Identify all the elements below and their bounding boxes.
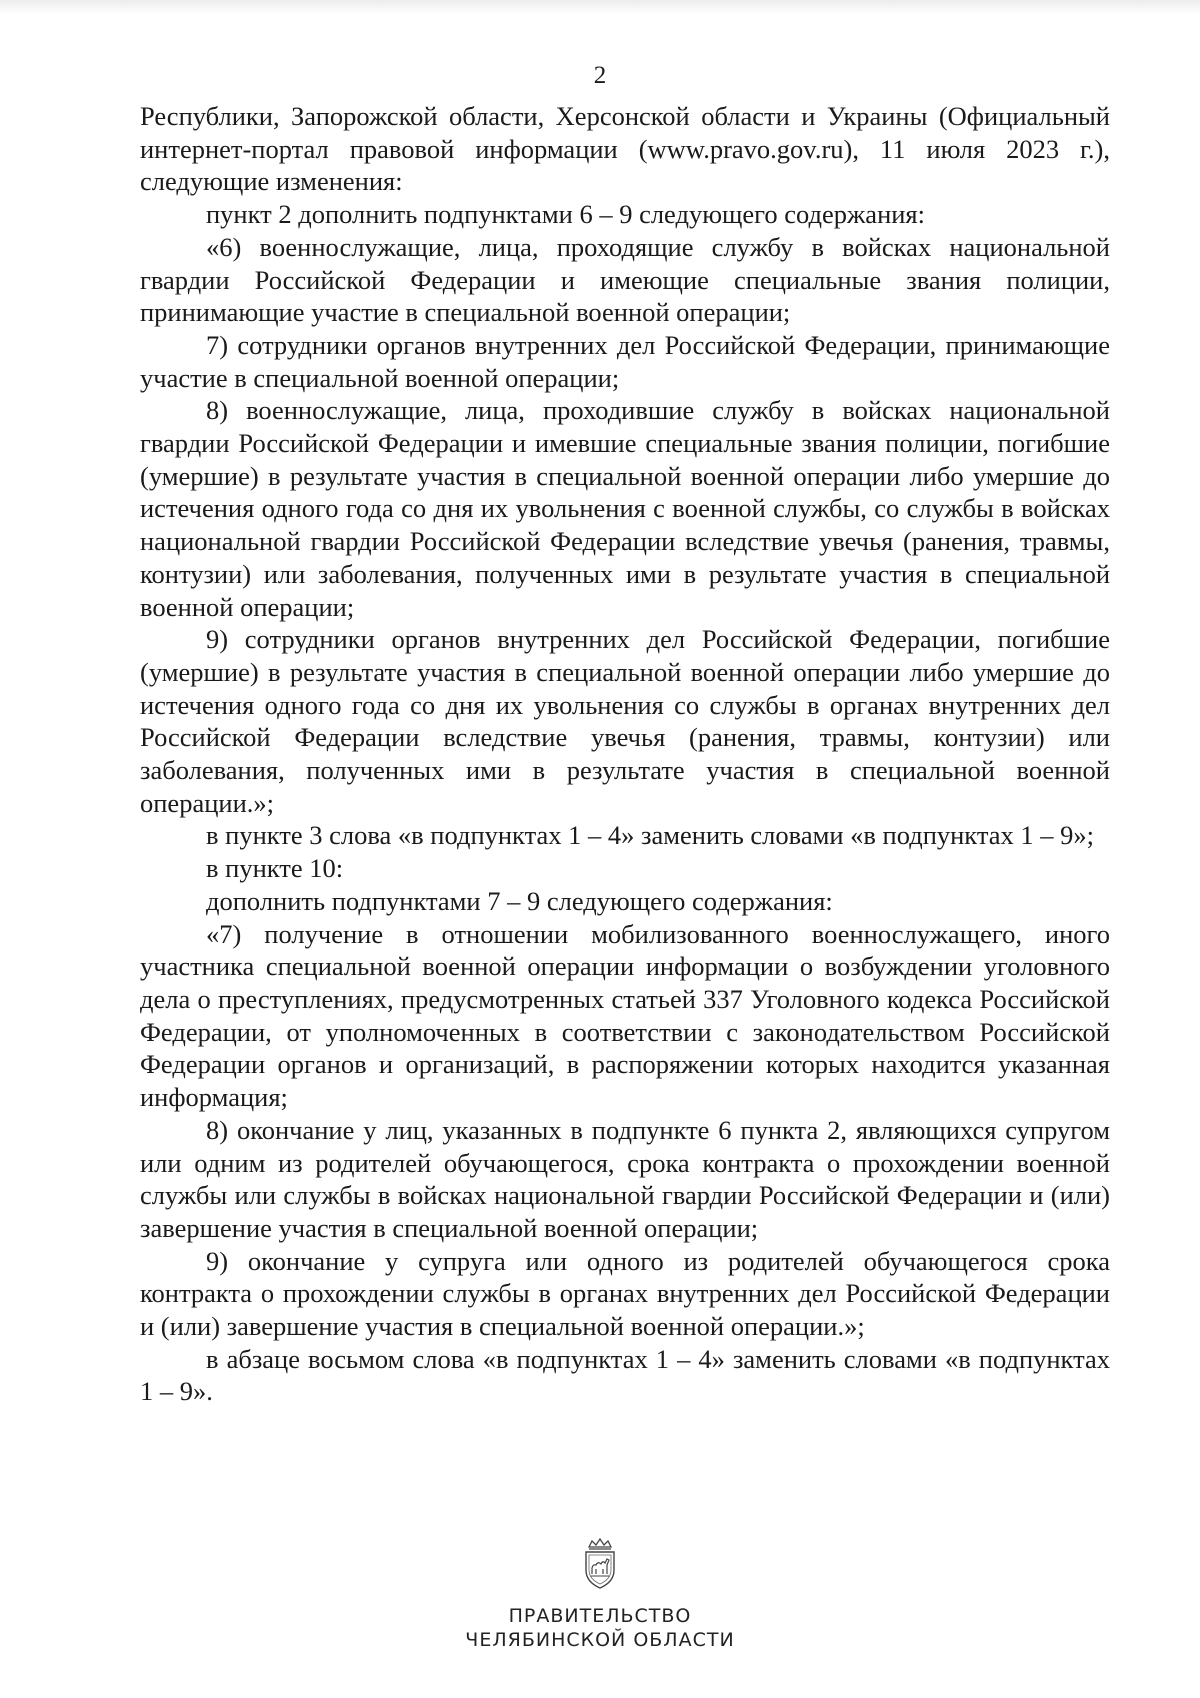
government-name-line2: ЧЕЛЯБИНСКОЙ ОБЛАСТИ (465, 1629, 735, 1651)
paragraph: 8) окончание у лиц, указанных в подпункте 6 пункта 2, являющихся супругом или одним из родителей обучающегося, срока контракта о прохождении военной службы или службы в войсках национальной гвардии Российской Федерации и (или) завершение участия в специальной военной операции; (140, 1114, 1110, 1243)
paragraph: 7) сотрудники органов внутренних дел Российской Федерации, принимающие участие в специальной военной операции; (140, 329, 1110, 393)
page-number: 2 (593, 62, 607, 89)
paragraph: Республики, Запорожской области, Херсонской области и Украины (Официальный интернет-портал правовой информации (www.pravo.gov.ru), 11 июля 2023 г.), следующие изменения: (140, 101, 1110, 197)
paragraph: в пункте 10: (206, 853, 344, 884)
scan-edge-shadow (0, 0, 1200, 14)
paragraph: в пункте 3 слова «в подпунктах 1 – 4» заменить словами «в подпунктах 1 – 9»; (206, 820, 1094, 851)
chelyabinsk-coat-of-arms-icon (580, 1538, 620, 1590)
document-body (140, 100, 1110, 1408)
paragraph: пункт 2 дополнить подпунктами 6 – 9 следующего содержания: (206, 199, 925, 230)
paragraph: «6) военнослужащие, лица, проходящие службу в войсках национальной гвардии Российской Федерации и имеющие специальные звания полиции, принимающие участие в специальной военной операции; (140, 231, 1110, 328)
paragraph: 8) военнослужащие, лица, проходившие службу в войсках национальной гвардии Российской Федерации и имевшие специальные звания полиции, погибшие (умершие) в результате участия в специальной военной операции либо умершие до истечения одного года со дня их увольнения с военной службы, со службы в войсках национальной гвардии Российской Федерации вследствие увечья (ранения, травмы, контузии) или заболевания, полученных ими в результате участия в специальной военной операции; (140, 395, 1110, 622)
government-footer (0, 1538, 1200, 1652)
paragraph: дополнить подпунктами 7 – 9 следующего содержания: (206, 885, 833, 916)
paragraph: в абзаце восьмом слова «в подпунктах 1 – 4» заменить словами «в подпунктах 1 – 9». (140, 1343, 1110, 1407)
paragraph: «7) получение в отношении мобилизованного военнослужащего, иного участника специальной военной операции информации о возбуждении уголовного дела о преступлениях, предусмотренных статьей 337 Уголовного кодекса Российской Федерации, от уполномоченных в соответствии с законодательством Российской Федерации органов и организаций, в распоряжении которых находится указанная информация; (140, 918, 1110, 1113)
government-name-line1: ПРАВИТЕЛЬСТВО (508, 1605, 692, 1627)
paragraph: 9) окончание у супруга или одного из родителей обучающегося срока контракта о прохождении службы в органах внутренних дел Российской Федерации и (или) завершение участия в специальной военной операции.»; (140, 1245, 1110, 1342)
paragraph: 9) сотрудники органов внутренних дел Российской Федерации, погибшие (умершие) в результате участия в специальной военной операции либо умершие до истечения одного года со дня их увольнения со службы в органах внутренних дел Российской Федерации вследствие увечья (ранения, травмы, контузии) или заболевания, полученных ими в результате участия в специальной военной операции.»; (140, 624, 1110, 818)
